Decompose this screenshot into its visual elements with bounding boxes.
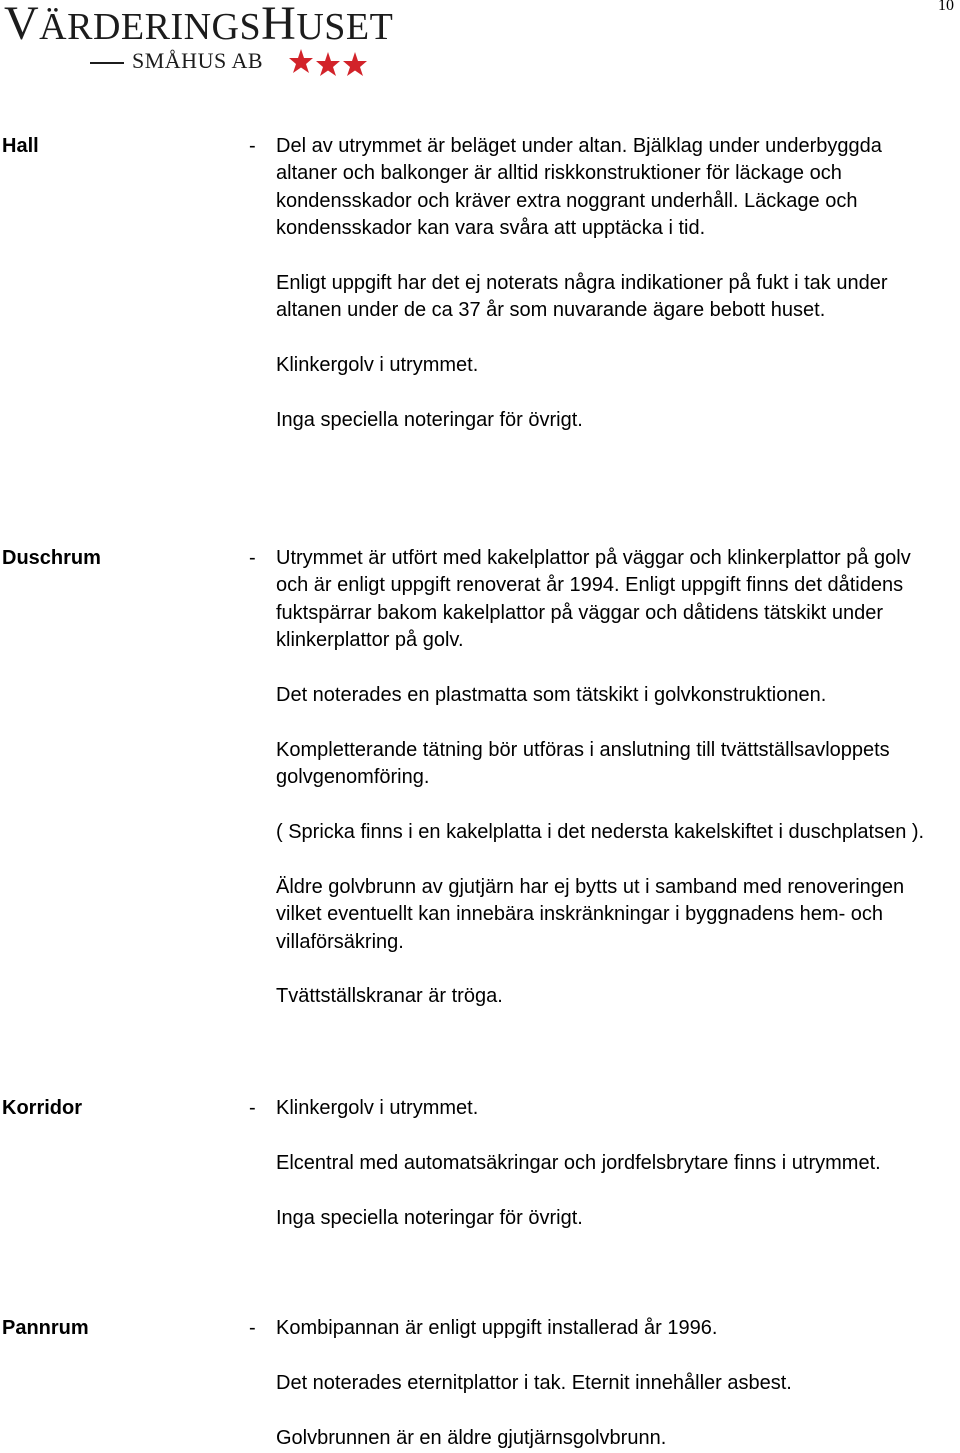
logo-title-part: V bbox=[4, 0, 40, 50]
paragraph: Klinkergolv i utrymmet. bbox=[276, 354, 479, 377]
paragraph: Enligt uppgift har det ej noterats några indikationer på fukt i tak under altanen under de ca 37 år som nuvarande ägare bebott huset. bbox=[276, 272, 888, 322]
list-dash: - bbox=[249, 135, 256, 157]
section-label: Duschrum bbox=[2, 547, 101, 569]
section-body bbox=[276, 133, 948, 434]
paragraph: Del av utrymmet är beläget under altan. Bjälklag under underbyggda altaner och balkonger är alltid riskkonstruktioner för läckage och kondensskador och kräver extra noggrant underhåll. Läckage och kondensskador kan vara svåra att upptäcka i tid. bbox=[276, 135, 882, 240]
logo-title-part: ÄRDERINGS bbox=[39, 6, 262, 48]
section-body bbox=[276, 545, 948, 1011]
paragraph: Det noterades eternitplattor i tak. Eternit innehåller asbest. bbox=[276, 1371, 792, 1394]
paragraph: Det noterades en plastmatta som tätskikt i golvkonstruktionen. bbox=[276, 684, 827, 707]
logo-subtitle: SMÅHUS AB bbox=[132, 48, 264, 73]
star-icon bbox=[343, 52, 367, 76]
paragraph: Kompletterande tätning bör utföras i anslutning till tvättställsavloppets golvgenomföring. bbox=[276, 738, 890, 789]
three-stars-icon bbox=[288, 46, 378, 80]
paragraph: Inga speciella noteringar för övrigt. bbox=[276, 1206, 583, 1229]
section-label: Korridor bbox=[2, 1097, 82, 1119]
paragraph: Golvbrunnen är en äldre gjutjärnsgolvbrunn. bbox=[276, 1426, 667, 1449]
section-body bbox=[276, 1095, 948, 1232]
logo-title-part: USET bbox=[296, 6, 394, 48]
paragraph: Äldre golvbrunn av gjutjärn har ej bytts ut i samband med renoveringen vilket eventuellt kan innebära inskränkningar i byggnadens hem- och villaförsäkring. bbox=[276, 875, 905, 953]
company-logo bbox=[4, 0, 394, 82]
section-body bbox=[276, 1315, 948, 1452]
paragraph: ( Spricka finns i en kakelplatta i det nedersta kakelskiftet i duschplatsen ). bbox=[276, 821, 925, 844]
paragraph: Klinkergolv i utrymmet. bbox=[276, 1097, 479, 1119]
paragraph: Inga speciella noteringar för övrigt. bbox=[276, 409, 583, 432]
section-label: Pannrum bbox=[2, 1317, 89, 1339]
paragraph: Tvättställskranar är tröga. bbox=[276, 985, 503, 1008]
paragraph: Utrymmet är utfört med kakelplattor på väggar och klinkerplattor på golv och är enligt uppgift renoverat år 1994. Enligt uppgift finns det dåtidens fuktspärrar bakom kakelplattor på väggar och dåtidens tätskikt under klinkerplattor på golv. bbox=[276, 547, 911, 652]
star-icon bbox=[289, 49, 313, 73]
list-dash: - bbox=[249, 547, 256, 569]
star-icon bbox=[316, 52, 340, 76]
list-dash: - bbox=[249, 1317, 256, 1339]
logo-title-part: H bbox=[261, 0, 297, 50]
logo-rule bbox=[90, 62, 124, 64]
list-dash: - bbox=[249, 1097, 256, 1119]
section-label: Hall bbox=[2, 135, 39, 157]
paragraph: Kombipannan är enligt uppgift installerad år 1996. bbox=[276, 1317, 718, 1339]
page-number: 10 bbox=[938, 0, 954, 14]
paragraph: Elcentral med automatsäkringar och jordfelsbrytare finns i utrymmet. bbox=[276, 1151, 881, 1174]
logo-title bbox=[4, 0, 394, 50]
